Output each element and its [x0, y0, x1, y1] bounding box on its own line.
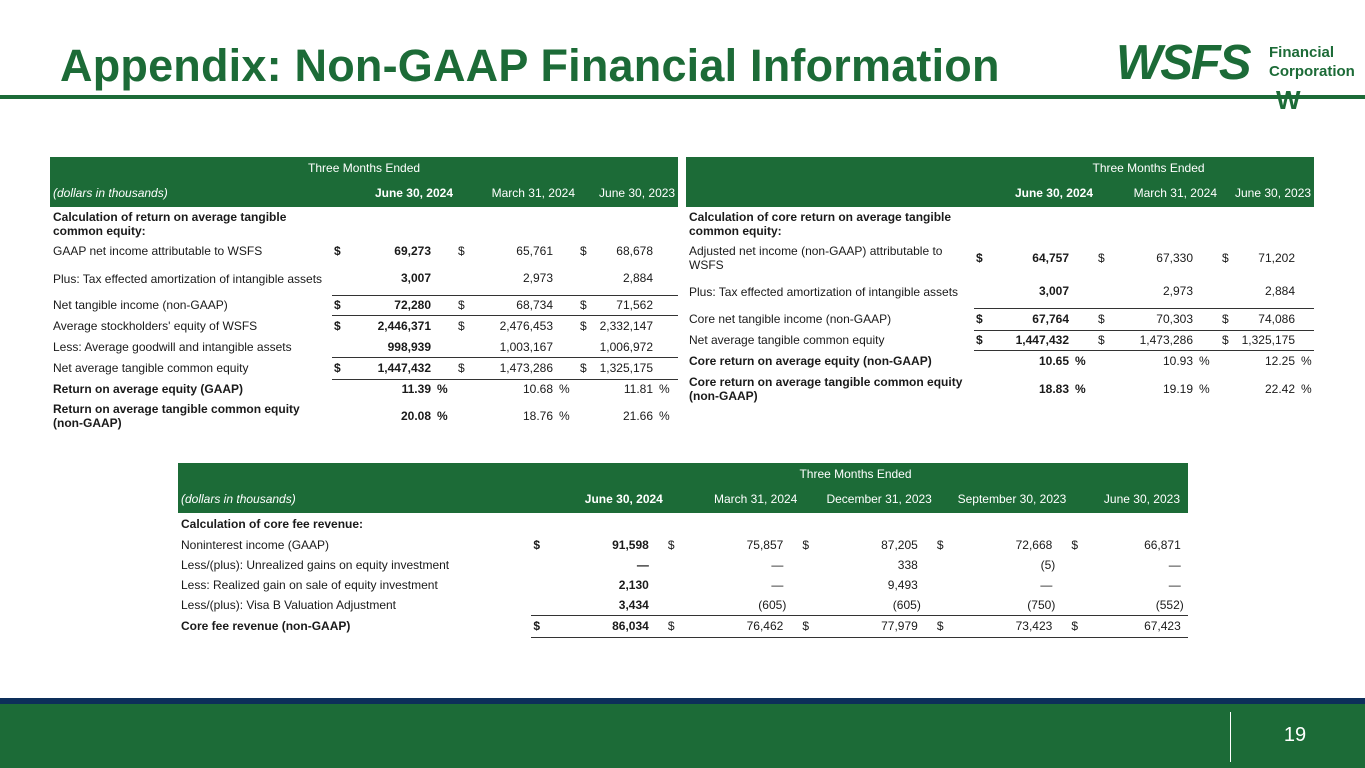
table-row: [686, 308, 1314, 330]
dollar-sign: $: [578, 357, 592, 379]
dollar-sign: $: [974, 330, 988, 350]
section-title-row: [178, 513, 1188, 535]
cell-value: 1,006,972: [599, 339, 653, 354]
table-row: [686, 372, 1314, 405]
group-header-label: Three Months Ended: [686, 157, 1314, 179]
row-label: Average stockholders' equity of WSFS: [53, 319, 258, 333]
cell-value: —: [771, 578, 784, 592]
cell-value: 11.81: [623, 382, 653, 397]
logo-subtitle: [1269, 43, 1355, 81]
column-header: June 30, 2023: [1220, 179, 1314, 207]
dollar-sign: $: [935, 615, 949, 637]
percent-sign: %: [1199, 354, 1210, 369]
cell-value: 1,447,432: [988, 330, 1072, 350]
cell-value: 67,764: [988, 308, 1072, 330]
cell-value: 70,303: [1110, 308, 1196, 330]
dollar-sign: $: [1098, 250, 1105, 265]
section-title: Calculation of core return on average tangible common equity:: [689, 209, 952, 238]
table-row: [50, 240, 678, 262]
cell-value: 65,761: [516, 244, 553, 258]
dollar-sign: $: [667, 538, 675, 552]
table-row: [50, 315, 678, 337]
cell-value: 1,003,167: [499, 339, 553, 354]
row-label: Noninterest income (GAAP): [181, 538, 330, 552]
row-label: Core return on average tangible common equity (non-GAAP): [689, 374, 963, 403]
dollar-sign: $: [976, 250, 983, 265]
cell-value: 91,598: [612, 538, 649, 552]
cell-value: 75,857: [746, 538, 784, 552]
cell-value: 1,447,432: [346, 357, 434, 379]
dollar-sign: $: [580, 244, 587, 258]
cell-value: 67,330: [1156, 250, 1193, 265]
cell-value: 338: [897, 558, 918, 572]
cell-value: 10.93: [1162, 354, 1193, 369]
table-row: [686, 350, 1314, 372]
row-label: Core return on average equity (non-GAAP): [689, 354, 932, 368]
percent-sign: %: [437, 408, 448, 423]
column-header: June 30, 2024: [974, 179, 1096, 207]
table-row: [178, 535, 1188, 555]
column-header: June 30, 2024: [531, 485, 666, 513]
cell-value: 77,979: [814, 615, 920, 637]
cell-value: 1,325,175: [592, 357, 656, 379]
core-fee-revenue-table: [178, 463, 1188, 638]
page-title: Appendix: Non-GAAP Financial Information: [60, 40, 1000, 91]
cell-value: 3,434: [618, 597, 649, 612]
footer-divider: [1230, 712, 1231, 762]
logo-subtitle-line1: Financial: [1269, 44, 1335, 61]
section-title-row: [50, 207, 678, 240]
column-header: June 30, 2023: [578, 179, 678, 207]
column-header: June 30, 2024: [332, 179, 456, 207]
cell-value: 18.83: [1038, 381, 1069, 396]
cell-value: 87,205: [881, 538, 918, 552]
row-label: Core net tangible income (non-GAAP): [689, 312, 892, 326]
cell-value: 9,493: [887, 578, 918, 592]
dollar-sign: $: [456, 295, 470, 315]
cell-value: 19.19: [1162, 381, 1193, 396]
percent-sign: %: [1199, 381, 1210, 396]
cell-value: 86,034: [545, 615, 651, 637]
cell-value: 12.25: [1264, 354, 1295, 369]
section-title: Calculation of core fee revenue:: [181, 517, 364, 531]
dollar-sign: $: [1220, 308, 1234, 330]
cell-value: 2,446,371: [346, 315, 434, 337]
column-header: June 30, 2023: [1069, 485, 1188, 513]
dollar-sign: $: [332, 357, 346, 379]
cell-value: 3,007: [1038, 284, 1069, 299]
percent-sign: %: [559, 408, 570, 423]
row-label: Less: Realized gain on sale of equity investment: [181, 578, 438, 592]
cell-value: —: [771, 558, 784, 572]
cell-value: 2,884: [1264, 284, 1295, 299]
cell-value: 2,973: [522, 271, 553, 286]
percent-sign: %: [437, 382, 448, 397]
cell-value: 2,973: [1162, 284, 1193, 299]
dollar-sign: $: [936, 538, 944, 552]
dollar-sign: $: [533, 538, 541, 552]
table-row: [178, 555, 1188, 575]
cell-value: 68,734: [470, 295, 556, 315]
cell-value: 72,668: [1015, 538, 1053, 552]
cell-value: (605): [758, 597, 787, 612]
row-label: Return on average tangible common equity (non-GAAP): [53, 401, 300, 430]
table-row: [50, 262, 678, 295]
cell-value: 2,332,147: [592, 315, 656, 337]
cell-value: —: [1168, 558, 1181, 572]
percent-sign: %: [559, 382, 570, 397]
dollar-sign: $: [458, 244, 465, 258]
cell-value: —: [636, 558, 649, 572]
cell-value: 2,884: [622, 271, 653, 286]
row-label: Less: Average goodwill and intangible assets: [53, 340, 292, 354]
rotce-table: [50, 157, 678, 432]
cell-value: 3,007: [400, 271, 431, 286]
cell-value: 2,476,453: [470, 315, 556, 337]
table-row: [178, 575, 1188, 595]
dollar-sign: $: [332, 315, 346, 337]
column-header: December 31, 2023: [800, 485, 935, 513]
cell-value: 68,678: [616, 244, 653, 258]
dollar-sign: $: [1222, 250, 1229, 265]
table-row: [178, 615, 1188, 637]
dollar-sign: $: [578, 295, 592, 315]
table-group-header: [50, 157, 678, 179]
cell-value: (750): [1027, 597, 1056, 612]
row-label: Net tangible income (non-GAAP): [53, 298, 228, 312]
dollar-sign: $: [1096, 330, 1110, 350]
logo-subtitle-line2: Corporation: [1269, 63, 1355, 80]
cell-value: (552): [1155, 597, 1184, 612]
cell-value: 69,273: [394, 244, 431, 258]
table-column-header: [50, 179, 678, 207]
percent-sign: %: [1301, 381, 1312, 396]
table-row: [686, 330, 1314, 350]
logo-mark: W: [1276, 85, 1301, 115]
cell-value: (605): [892, 597, 921, 612]
dollar-sign: $: [332, 295, 346, 315]
column-header: March 31, 2024: [666, 485, 801, 513]
row-label: Plus: Tax effected amortization of intangible assets: [53, 271, 323, 286]
dollar-sign: $: [1071, 538, 1079, 552]
dollar-sign: $: [456, 315, 470, 337]
row-label: Net average tangible common equity: [689, 333, 885, 347]
wsfs-logo: [1116, 36, 1355, 117]
cell-value: 2,130: [618, 578, 649, 592]
dollar-sign: $: [456, 357, 470, 379]
table-column-header: [686, 179, 1314, 207]
cell-value: 71,562: [592, 295, 656, 315]
percent-sign: %: [659, 382, 670, 397]
column-header: September 30, 2023: [935, 485, 1070, 513]
footer: [0, 704, 1365, 768]
table-row: [50, 357, 678, 379]
table-row: [50, 337, 678, 357]
table-group-header: [178, 463, 1188, 485]
group-header-label: Three Months Ended: [178, 463, 1188, 485]
dollar-sign: $: [802, 538, 810, 552]
table-row: [50, 399, 678, 432]
table-row: [178, 595, 1188, 615]
logo-wordmark: WSFS: [1116, 36, 1250, 90]
cell-value: (5): [1040, 558, 1056, 572]
core-rotce-table: [686, 157, 1314, 405]
row-label: Less/(plus): Unrealized gains on equity investment: [181, 558, 450, 572]
percent-sign: %: [659, 408, 670, 423]
cell-value: 18.76: [522, 408, 553, 423]
group-header-label: Three Months Ended: [50, 157, 678, 179]
table-group-header: [686, 157, 1314, 179]
dollar-sign: $: [578, 315, 592, 337]
cell-value: 1,473,286: [1110, 330, 1196, 350]
cell-value: 20.08: [400, 408, 431, 423]
column-header: March 31, 2024: [456, 179, 578, 207]
cell-value: 72,280: [346, 295, 434, 315]
cell-value: 74,086: [1234, 308, 1298, 330]
row-label: Net average tangible common equity: [53, 361, 249, 375]
cell-value: 1,325,175: [1234, 330, 1298, 350]
cell-value: 71,202: [1258, 250, 1295, 265]
cell-value: 67,423: [1083, 615, 1183, 637]
unit-label: (dollars in thousands): [50, 179, 332, 207]
cell-value: 1,473,286: [470, 357, 556, 379]
row-label: Return on average equity (GAAP): [53, 382, 244, 396]
dollar-sign: $: [1220, 330, 1234, 350]
cell-value: 64,757: [1032, 250, 1069, 265]
cell-value: —: [1040, 578, 1053, 592]
table-column-header: [178, 485, 1188, 513]
percent-sign: %: [1075, 381, 1086, 396]
unit-label: (dollars in thousands): [178, 485, 531, 513]
dollar-sign: $: [1096, 308, 1110, 330]
dollar-sign: $: [974, 308, 988, 330]
cell-value: 22.42: [1264, 381, 1295, 396]
dollar-sign: $: [1069, 615, 1083, 637]
section-title-row: [686, 207, 1314, 240]
cell-value: 10.68: [522, 382, 553, 397]
table-row: [50, 295, 678, 315]
dollar-sign: $: [531, 615, 545, 637]
cell-value: 10.65: [1038, 354, 1069, 369]
row-label: Plus: Tax effected amortization of intangible assets: [689, 284, 959, 299]
table-row: [686, 275, 1314, 308]
row-label: Less/(plus): Visa B Valuation Adjustment: [181, 598, 397, 612]
table-row: [686, 240, 1314, 275]
table-row: [50, 379, 678, 399]
column-header: March 31, 2024: [1096, 179, 1220, 207]
cell-value: —: [1168, 578, 1181, 592]
section-title: Calculation of return on average tangible common equity:: [53, 209, 287, 238]
cell-value: 66,871: [1144, 538, 1181, 552]
cell-value: 11.39: [401, 382, 431, 397]
cell-value: 76,462: [680, 615, 786, 637]
dollar-sign: $: [800, 615, 814, 637]
cell-value: 21.66: [622, 408, 653, 423]
page-number: 19: [1283, 724, 1307, 746]
percent-sign: %: [1075, 354, 1086, 369]
dollar-sign: $: [666, 615, 680, 637]
row-label: Adjusted net income (non-GAAP) attributable to WSFS: [689, 243, 943, 272]
percent-sign: %: [1301, 354, 1312, 369]
dollar-sign: $: [334, 244, 341, 258]
row-label: GAAP net income attributable to WSFS: [53, 244, 263, 258]
row-label: Core fee revenue (non-GAAP): [181, 619, 351, 633]
cell-value: 998,939: [387, 339, 431, 354]
cell-value: 73,423: [949, 615, 1055, 637]
